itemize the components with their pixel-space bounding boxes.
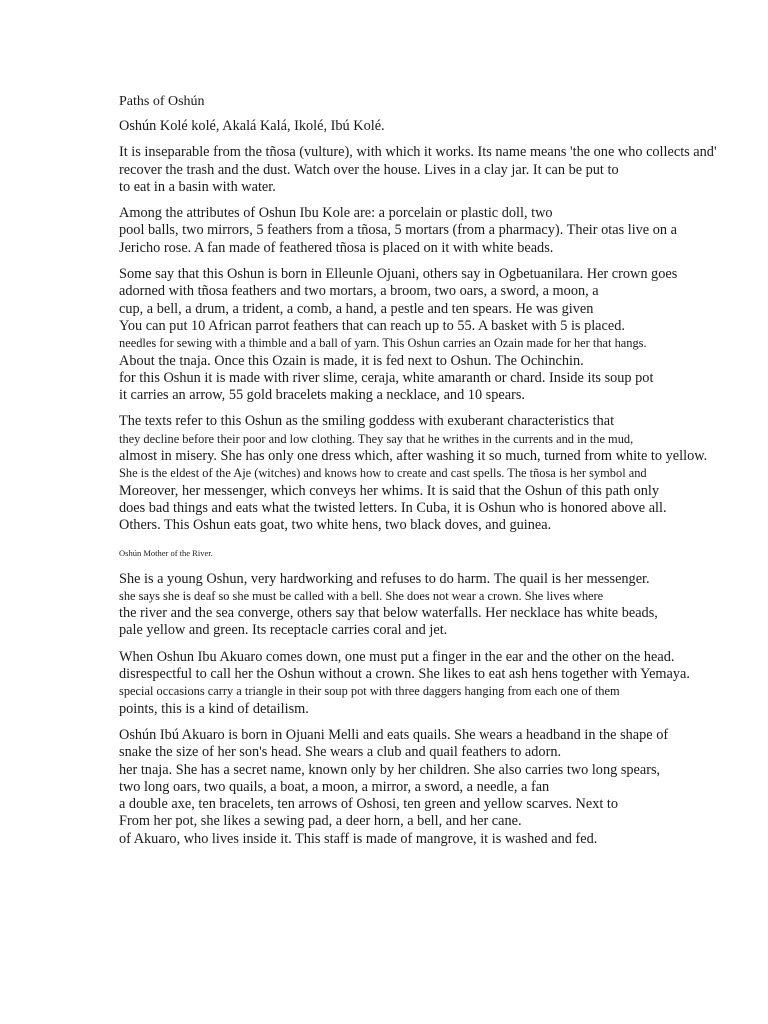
paragraph-3 [119, 266, 689, 404]
paragraph-line: disrespectful to call her the Oshun without a crown. She likes to eat ash hens together with Yemaya. [119, 666, 690, 683]
paragraph-2 [119, 205, 689, 257]
paragraph-line: it carries an arrow, 55 gold bracelets making a necklace, and 10 spears. [119, 387, 525, 404]
paragraph-line: She is a young Oshun, very hardworking and refuses to do harm. The quail is her messenger. [119, 570, 650, 587]
paragraph-line: her tnaja. She has a secret name, known only by her children. She also carries two long spears, [119, 761, 661, 778]
section-heading: Oshún Mother of the River. [119, 547, 213, 558]
paragraph-1 [119, 144, 717, 196]
paragraph-line: the river and the sea converge, others say that below waterfalls. Her necklace has white beads, [119, 605, 658, 622]
paragraph-line: two long oars, two quails, a boat, a moon, a mirror, a sword, a needle, a fan [119, 778, 550, 795]
paragraph-line: of Akuaro, who lives inside it. This staff is made of mangrove, it is washed and fed. [119, 830, 598, 847]
paragraph-line: special occasions carry a triangle in their soup pot with three daggers hanging from each one of them [119, 684, 620, 699]
paragraph-line: they decline before their poor and low clothing. They say that he writhes in the currents and in the mud, [119, 431, 634, 446]
paragraph-line: You can put 10 African parrot feathers that can reach up to 55. A basket with 5 is placed. [119, 317, 625, 334]
paragraph-line: Others. This Oshun eats goat, two white hens, two black doves, and guinea. [119, 517, 552, 534]
paragraph-line: She is the eldest of the Aje (witches) and knows how to create and cast spells. The tñosa is her symbol and [119, 466, 647, 481]
paragraph-line: almost in misery. She has only one dress which, after washing it so much, turned from white to yellow. [119, 448, 708, 465]
paragraph-line: for this Oshun it is made with river slime, ceraja, white amaranth or chard. Inside its soup pot [119, 369, 654, 386]
paragraph-line: pool balls, two mirrors, 5 feathers from a tñosa, 5 mortars (from a pharmacy). Their otas live on a [119, 222, 677, 239]
paragraph-line: When Oshun Ibu Akuaro comes down, one must put a finger in the ear and the other on the head. [119, 648, 675, 665]
paragraph-4 [119, 413, 708, 534]
paragraph-line: Oshún Ibú Akuaro is born in Ojuani Melli and eats quails. She wears a headband in the shape of [119, 726, 669, 743]
paragraph-line: to eat in a basin with water. [119, 178, 276, 195]
paragraph-line: pale yellow and green. Its receptacle carries coral and jet. [119, 622, 448, 639]
paragraph-line: About the tnaja. Once this Ozain is made, it is fed next to Oshun. The Ochinchin. [119, 352, 584, 369]
paragraph-line: she says she is deaf so she must be called with a bell. She does not wear a crown. She lives where [119, 588, 604, 603]
document-title: Paths of Oshún [119, 94, 205, 109]
paragraph-line: points, this is a kind of detailism. [119, 700, 309, 717]
paragraph-line: snake the size of her son's head. She wears a club and quail feathers to adorn. [119, 744, 562, 761]
document-page [119, 93, 717, 848]
paragraph-6 [119, 649, 689, 718]
paragraph-line: The texts refer to this Oshun as the smiling goddess with exuberant characteristics that [119, 413, 615, 430]
paragraph-line: needles for sewing with a thimble and a ball of yarn. This Oshun carries an Ozain made for her that hangs. [119, 336, 647, 351]
paragraph-line: Some say that this Oshun is born in Elleunle Ojuani, others say in Ogbetuanilara. Her crown goes [119, 266, 678, 283]
paragraph-line: Among the attributes of Oshun Ibu Kole are: a porcelain or plastic doll, two [119, 205, 553, 222]
paragraph-line: It is inseparable from the tñosa (vulture), with which it works. Its name means 'the one who collects and' [119, 144, 717, 161]
paragraph-line: does bad things and eats what the twisted letters. In Cuba, it is Oshun who is honored above all. [119, 499, 667, 516]
paragraph-line: Moreover, her messenger, which conveys her whims. It is said that the Oshun of this path only [119, 482, 660, 499]
paragraph-line: adorned with tñosa feathers and two mortars, a broom, two oars, a sword, a moon, a [119, 283, 599, 300]
paragraph-5 [119, 571, 689, 640]
paragraph-7 [119, 727, 689, 848]
paragraph-line: a double axe, ten bracelets, ten arrows of Oshosi, ten green and yellow scarves. Next to [119, 796, 619, 813]
paragraph-line: recover the trash and the dust. Watch over the house. Lives in a clay jar. It can be put to [119, 161, 619, 178]
paragraph-line: From her pot, she likes a sewing pad, a deer horn, a bell, and her cane. [119, 813, 522, 830]
path-names: Oshún Kolé kolé, Akalá Kalá, Ikolé, Ibú Kolé. [119, 118, 385, 134]
paragraph-line: cup, a bell, a drum, a trident, a comb, a hand, a pestle and ten spears. He was given [119, 300, 594, 317]
paragraph-line: Jericho rose. A fan made of feathered tñosa is placed on it with white beads. [119, 239, 554, 256]
